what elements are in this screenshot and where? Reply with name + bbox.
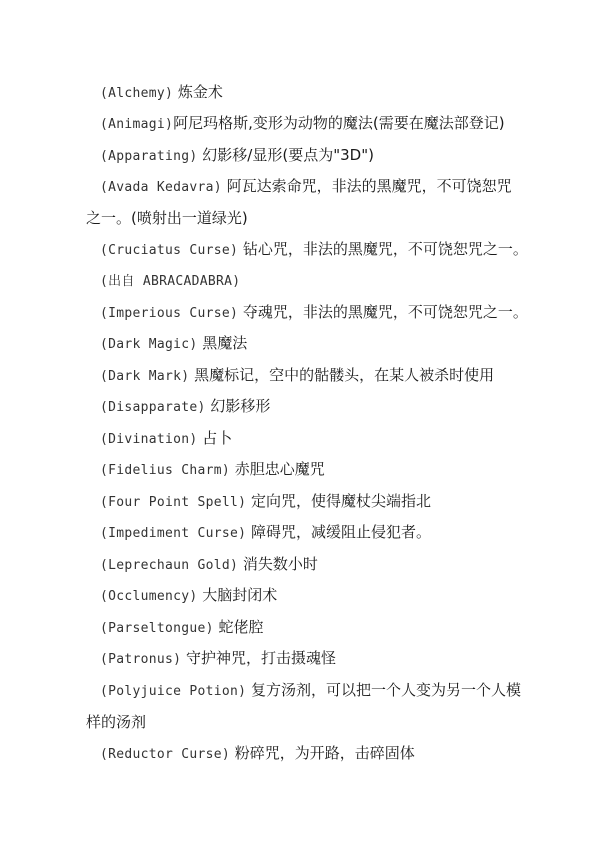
entry-term: (Four Point Spell) bbox=[100, 495, 247, 510]
entry-definition: 粉碎咒，为开路，击碎固体 bbox=[230, 744, 415, 762]
entry-term: (Disapparate) bbox=[100, 400, 206, 415]
glossary-entry-patronus bbox=[100, 643, 540, 675]
glossary-entry-parseltongue bbox=[100, 612, 540, 644]
glossary-entry-four-point-spell bbox=[100, 486, 540, 518]
glossary-entry-imperious-curse bbox=[100, 297, 540, 329]
entry-definition: 占卜 bbox=[197, 429, 233, 447]
entry-definition: 黑魔标记，空中的骷髅头，在某人被杀时使用 bbox=[189, 366, 495, 384]
entry-term: (Apparating) bbox=[100, 149, 198, 164]
entry-definition: 黑魔法 bbox=[197, 334, 248, 352]
glossary-entry-reductor-curse bbox=[100, 738, 540, 770]
entry-term: (Cruciatus Curse) bbox=[100, 243, 239, 258]
entry-term: (Dark Mark) bbox=[100, 369, 190, 384]
glossary-entry-disapparate bbox=[100, 391, 540, 423]
entry-term: (Patronus) bbox=[100, 652, 182, 667]
entry-term: (Polyjuice Potion) bbox=[100, 684, 247, 699]
glossary-entry-dark-magic bbox=[100, 328, 540, 360]
entry-term: (Occlumency) bbox=[100, 589, 198, 604]
entry-definition: 钻心咒，非法的黑魔咒，不可饶恕咒之一。 bbox=[238, 240, 528, 258]
glossary-entry-dark-mark bbox=[100, 360, 540, 392]
entry-term: (Divination) bbox=[100, 432, 198, 447]
glossary-entry-cruciatus-curse bbox=[100, 234, 540, 266]
entry-definition: 定向咒，使得魔杖尖端指北 bbox=[246, 492, 432, 510]
entry-definition: 炼金术 bbox=[173, 83, 223, 101]
glossary-entry-fidelius-charm bbox=[100, 454, 540, 486]
entry-definition: 障碍咒，减缓阻止侵犯者。 bbox=[246, 523, 432, 541]
entry-definition: 幻影移形 bbox=[205, 397, 271, 415]
entry-term: (Impediment Curse) bbox=[100, 526, 247, 541]
glossary-entry-leprechaun-gold bbox=[100, 549, 540, 581]
glossary-entry-abracadabra-source bbox=[100, 265, 540, 297]
glossary-entry-impediment-curse bbox=[100, 517, 540, 549]
entry-definition: 幻影移/显形(要点为"3D") bbox=[197, 146, 374, 164]
entry-term: (出自 ABRACADABRA) bbox=[100, 274, 241, 289]
glossary-entry-avada-kedavra bbox=[86, 171, 540, 234]
entry-definition: 守护神咒，打击摄魂怪 bbox=[181, 649, 337, 667]
entry-term: (Imperious Curse) bbox=[100, 306, 239, 321]
entry-definition: 赤胆忠心魔咒 bbox=[230, 460, 325, 478]
entry-term: (Avada Kedavra) bbox=[100, 180, 222, 195]
entry-term: (Leprechaun Gold) bbox=[100, 558, 239, 573]
entry-definition-continued: 之一。(喷射出一道绿光) bbox=[86, 209, 248, 227]
entry-term: (Animagi) bbox=[100, 117, 174, 132]
entry-definition-continued: 样的汤剂 bbox=[86, 713, 147, 731]
entry-term: (Fidelius Charm) bbox=[100, 463, 231, 478]
entry-term: (Dark Magic) bbox=[100, 337, 198, 352]
glossary-entry-animagi bbox=[100, 108, 540, 140]
glossary-entry-occlumency bbox=[100, 580, 540, 612]
entry-definition: 蛇佬腔 bbox=[213, 618, 264, 636]
entry-term: (Parseltongue) bbox=[100, 621, 214, 636]
entry-definition: 阿瓦达索命咒，非法的黑魔咒，不可饶恕咒 bbox=[221, 177, 512, 195]
glossary-entry-divination bbox=[100, 423, 540, 455]
entry-definition: 复方汤剂，可以把一个人变为另一个人模 bbox=[246, 681, 522, 699]
glossary-entry-polyjuice-potion bbox=[86, 675, 540, 738]
glossary-entry-alchemy bbox=[100, 77, 540, 109]
entry-definition: 夺魂咒，非法的黑魔咒，不可饶恕咒之一。 bbox=[238, 303, 528, 321]
glossary-entry-apparating bbox=[100, 140, 540, 172]
entry-term: (Alchemy) bbox=[100, 86, 174, 101]
entry-term: (Reductor Curse) bbox=[100, 747, 231, 762]
entry-definition: 阿尼玛格斯,变形为动物的魔法(需要在魔法部登记) bbox=[173, 114, 505, 132]
entry-definition: 消失数小时 bbox=[238, 555, 318, 573]
entry-definition: 大脑封闭术 bbox=[197, 586, 278, 604]
